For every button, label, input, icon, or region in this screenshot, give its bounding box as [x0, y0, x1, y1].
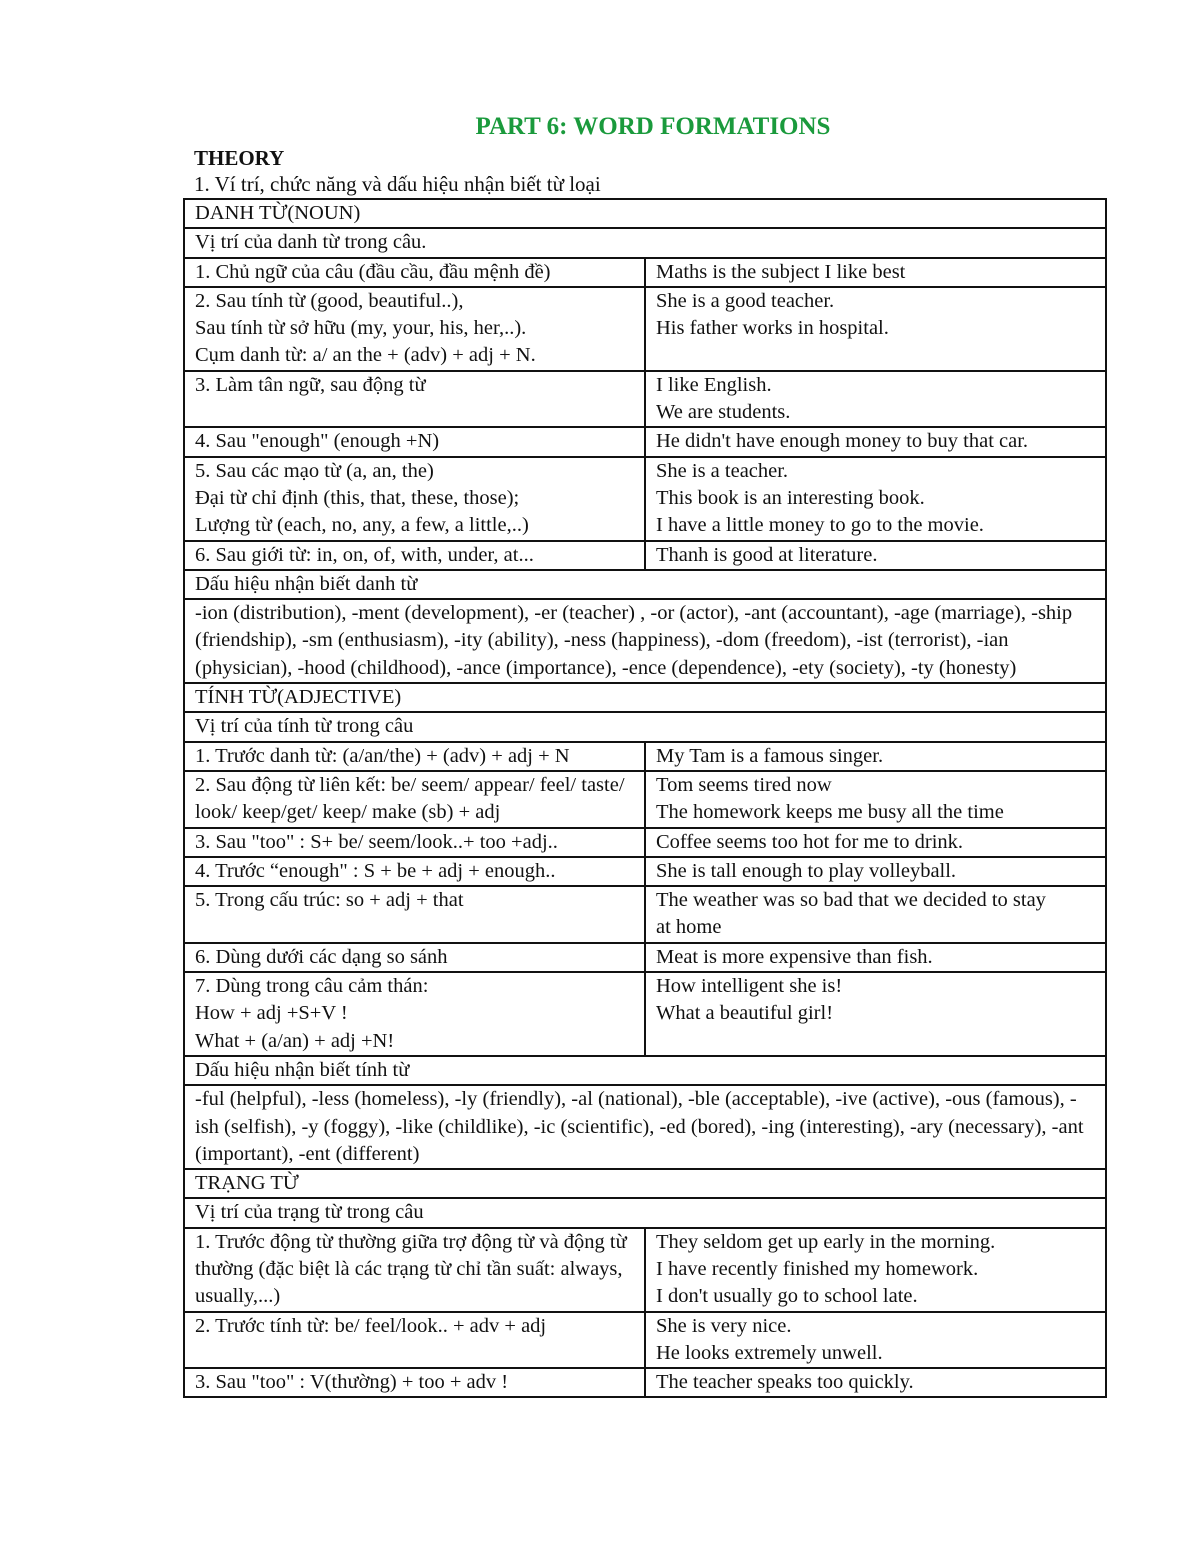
adverb-header: TRẠNG TỪ [184, 1169, 1106, 1198]
rule-cell: 3. Sau "too" : S+ be/ seem/look..+ too +adj.. [184, 828, 645, 857]
noun-signs-header-row [184, 570, 1106, 599]
table-row [184, 1368, 1106, 1397]
example-cell: She is a teacher. This book is an interesting book. I have a little money to go to the movie. [645, 457, 1106, 541]
rule-cell: 4. Trước “enough" : S + be + adj + enough.. [184, 857, 645, 886]
rule-cell: 2. Sau động từ liên kết: be/ seem/ appear/ feel/ taste/ look/ keep/get/ keep/ make (sb) + adj [184, 771, 645, 828]
table-row [184, 541, 1106, 570]
rule-cell: 2. Trước tính từ: be/ feel/look.. + adv + adj [184, 1312, 645, 1369]
table-row [184, 1312, 1106, 1369]
table-row [184, 886, 1106, 943]
table-row [184, 771, 1106, 828]
noun-signs: -ion (distribution), -ment (development), -er (teacher) , -or (actor), -ant (accountant), -age (marriage), -ship (friendship), -sm (enthusiasm), -ity (ability), -ness (happiness), -dom (freedom), -ist (terrorist), -ian (physician), -hood (childhood), -ance (importance), -ence (dependence), -ety (society), -ty (honesty) [184, 599, 1106, 683]
rule-cell: 5. Trong cấu trúc: so + adj + that [184, 886, 645, 943]
adjective-signs-row [184, 1085, 1106, 1169]
table-row [184, 427, 1106, 456]
example-cell: Meat is more expensive than fish. [645, 943, 1106, 972]
example-cell: My Tam is a famous singer. [645, 742, 1106, 771]
noun-header-row [184, 199, 1106, 228]
noun-position: Vị trí của danh từ trong câu. [184, 228, 1106, 257]
table-row [184, 371, 1106, 428]
noun-position-row [184, 228, 1106, 257]
theory-heading: THEORY [194, 146, 285, 170]
example-cell: Maths is the subject I like best [645, 258, 1106, 287]
table-row [184, 287, 1106, 371]
table-row [184, 457, 1106, 541]
table-row [184, 742, 1106, 771]
example-cell: Thanh is good at literature. [645, 541, 1106, 570]
example-cell: He didn't have enough money to buy that car. [645, 427, 1106, 456]
example-cell: The weather was so bad that we decided to stay at home [645, 886, 1106, 943]
table-row [184, 972, 1106, 1056]
rule-cell: 1. Chủ ngữ của câu (đầu cầu, đầu mệnh đề) [184, 258, 645, 287]
rule-cell: 3. Sau "too" : V(thường) + too + adv ! [184, 1368, 645, 1397]
example-cell: Coffee seems too hot for me to drink. [645, 828, 1106, 857]
noun-signs-row [184, 599, 1106, 683]
rule-cell: 2. Sau tính từ (good, beautiful..), Sau tính từ sở hữu (my, your, his, her,..). Cụm danh từ: a/ an the + (adv) + adj + N. [184, 287, 645, 371]
table-row [184, 258, 1106, 287]
adjective-position: Vị trí của tính từ trong câu [184, 712, 1106, 741]
example-cell: They seldom get up early in the morning. I have recently finished my homework. I don't usually go to school late. [645, 1228, 1106, 1312]
adverb-position-row [184, 1198, 1106, 1227]
rule-cell: 4. Sau "enough" (enough +N) [184, 427, 645, 456]
table-row [184, 1228, 1106, 1312]
rule-cell: 3. Làm tân ngữ, sau động từ [184, 371, 645, 428]
adjective-header-row [184, 683, 1106, 712]
adverb-header-row [184, 1169, 1106, 1198]
rule-cell: 5. Sau các mạo từ (a, an, the) Đại từ chỉ định (this, that, these, those); Lượng từ (each, no, any, a few, a little,..) [184, 457, 645, 541]
example-cell: She is a good teacher. His father works in hospital. [645, 287, 1106, 371]
adjective-signs-header: Dấu hiệu nhận biết tính từ [184, 1056, 1106, 1085]
page-title: PART 6: WORD FORMATIONS [475, 113, 831, 140]
adjective-signs-header-row [184, 1056, 1106, 1085]
table-row [184, 857, 1106, 886]
noun-signs-header: Dấu hiệu nhận biết danh từ [184, 570, 1106, 599]
word-formation-table [183, 198, 1107, 1398]
rule-cell: 7. Dùng trong câu cảm thán: How + adj +S+V ! What + (a/an) + adj +N! [184, 972, 645, 1056]
example-cell: The teacher speaks too quickly. [645, 1368, 1106, 1397]
example-cell: She is very nice. He looks extremely unwell. [645, 1312, 1106, 1369]
adverb-position: Vị trí của trạng từ trong câu [184, 1198, 1106, 1227]
rule-cell: 6. Sau giới từ: in, on, of, with, under, at... [184, 541, 645, 570]
noun-header: DANH TỪ(NOUN) [184, 199, 1106, 228]
adjective-position-row [184, 712, 1106, 741]
adjective-signs: -ful (helpful), -less (homeless), -ly (friendly), -al (national), -ble (acceptable), -ive (active), -ous (famous), -ish (selfish), -y (foggy), -like (childlike), -ic (scientific), -ed (bored), -ing (interesting), -ary (necessary), -ant (important), -ent (different) [184, 1085, 1106, 1169]
table-row [184, 943, 1106, 972]
rule-cell: 6. Dùng dưới các dạng so sánh [184, 943, 645, 972]
example-cell: Tom seems tired now The homework keeps me busy all the time [645, 771, 1106, 828]
rule-cell: 1. Trước danh từ: (a/an/the) + (adv) + adj + N [184, 742, 645, 771]
intro-line: 1. Ví trí, chức năng và dấu hiệu nhận biết từ loại [194, 172, 601, 196]
example-cell: How intelligent she is! What a beautiful girl! [645, 972, 1106, 1056]
rule-cell: 1. Trước động từ thường giữa trợ động từ và động từ thường (đặc biệt là các trạng từ chỉ tần suất: always, usually,...) [184, 1228, 645, 1312]
adjective-header: TÍNH TỪ(ADJECTIVE) [184, 683, 1106, 712]
example-cell: I like English. We are students. [645, 371, 1106, 428]
table-row [184, 828, 1106, 857]
example-cell: She is tall enough to play volleyball. [645, 857, 1106, 886]
